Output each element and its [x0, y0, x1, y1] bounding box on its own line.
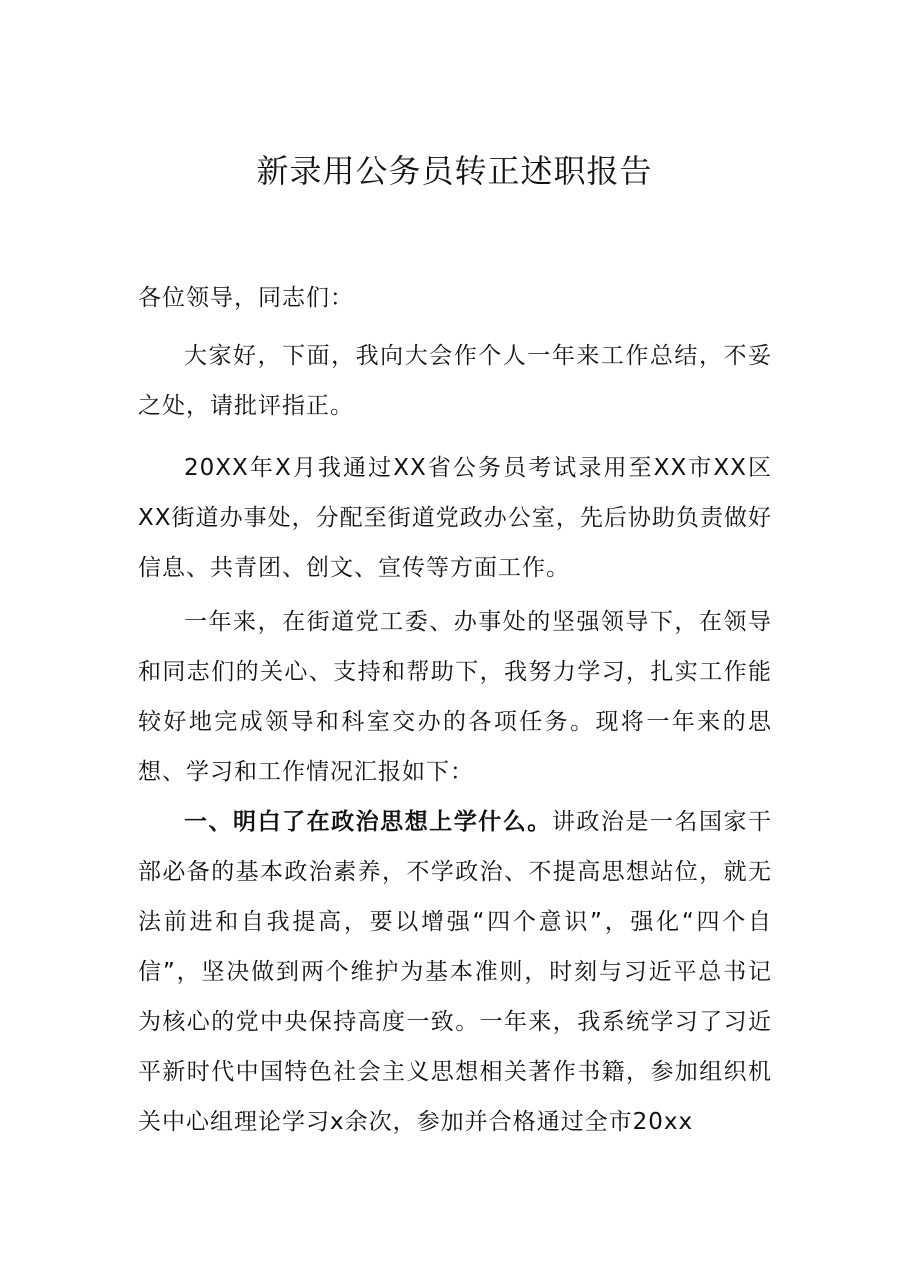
section-1-text: 讲政治是一名国家干部必备的基本政治素养，不学政治、不提高思想站位，就无法前进和自我提高，要以增强“四个意识”，强化“四个自信”，坚决做到两个维护为基本准则，时刻与习近平总书记为核心的党中央保持高度一致。一年来，我系统学习了习近平新时代中国特色社会主义思想相关著作书籍，参加组织机关中心组理论学习x余次，参加并合格通过全市20xx — [138, 809, 773, 1135]
section-1-paragraph — [138, 797, 772, 1147]
paragraph-background: 20XX年X月我通过XX省公务员考试录用至XX市XX区XX街道办事处，分配至街道党政办公室，先后协助负责做好信息、共青团、创文、宣传等方面工作。 — [138, 455, 772, 581]
paragraph-opening: 大家好，下面，我向大会作个人一年来工作总结，不妥之处，请批评指正。 — [138, 343, 772, 419]
salutation: 各位领导，同志们： — [138, 285, 354, 311]
document-title: 新录用公务员转正述职报告 — [256, 152, 653, 190]
paragraph-summary: 一年来，在街道党工委、办事处的坚强领导下，在领导和同志们的关心、支持和帮助下，我努力学习，扎实工作能较好地完成领导和科室交办的各项任务。现将一年来的思想、学习和工作情况汇报如下： — [138, 609, 772, 785]
section-1-heading: 一、明白了在政治思想上学什么。 — [184, 809, 552, 835]
